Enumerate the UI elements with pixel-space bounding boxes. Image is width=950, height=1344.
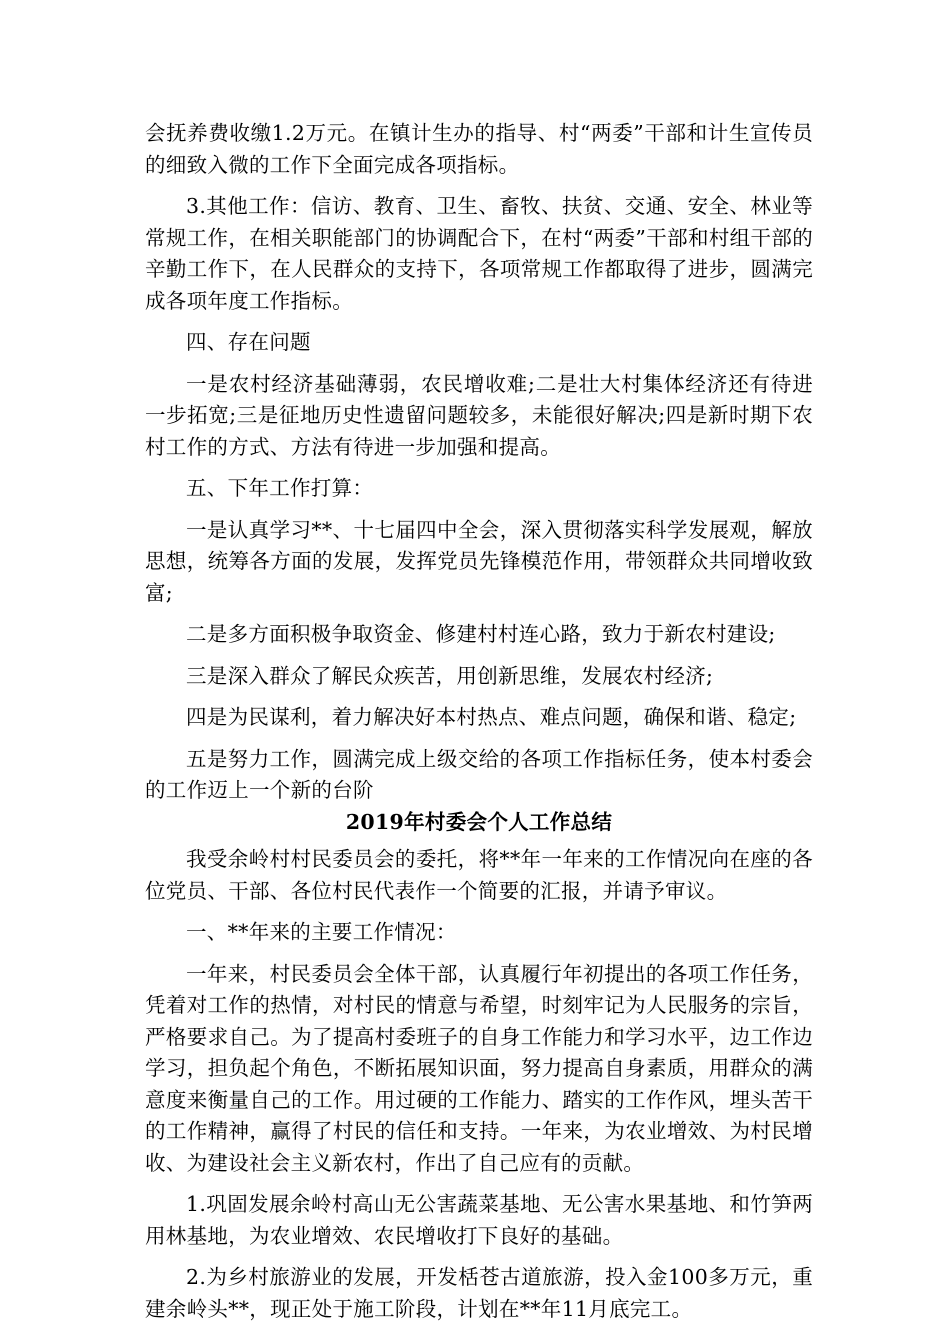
- paragraph-item-2: 2.为乡村旅游业的发展，开发栝苍古道旅游，投入金100多万元，重建余岭头**，现正处于施工阶段，计划在**年11月底完工。: [145, 1265, 813, 1321]
- paragraph-item-1: 1.巩固发展余岭村高山无公害蔬菜基地、无公害水果基地、和竹笋两用林基地，为农业增效、农民增收打下良好的基础。: [145, 1192, 813, 1248]
- section-heading-main-work: 一、**年来的主要工作情况：: [186, 920, 457, 944]
- paragraph-plan-5: 五是努力工作，圆满完成上级交给的各项工作指标任务，使本村委会的工作迈上一个新的台阶: [145, 746, 813, 802]
- paragraph-plan-2: 二是多方面积极争取资金、修建村村连心路，致力于新农村建设;: [186, 622, 776, 646]
- paragraph-plan-4: 四是为民谋利，着力解决好本村热点、难点问题，确保和谐、稳定;: [186, 705, 797, 729]
- paragraph-plan-3: 三是深入群众了解民众疾苦，用创新思维，发展农村经济;: [186, 663, 714, 688]
- document-page: [145, 118, 813, 1335]
- paragraph-problems: 一是农村经济基础薄弱，农民增收难;二是壮大村集体经济还有待进一步拓宽;三是征地历史性遗留问题较多，未能很好解决;四是新时期下农村工作的方式、方法有待进一步加强和提高。: [145, 371, 813, 459]
- paragraph-other-work: 3.其他工作：信访、教育、卫生、畜牧、扶贫、交通、安全、林业等常规工作，在相关职能部门的协调配合下，在村“两委”干部和村组干部的辛勤工作下，在人民群众的支持下，各项常规工作都取得了进步，圆满完成各项年度工作指标。: [145, 194, 813, 313]
- section-heading-plans: 五、下年工作打算：: [186, 476, 374, 500]
- paragraph-continued: 会抚养费收缴1.2万元。在镇计生办的指导、村“两委”干部和计生宣传员的细致入微的工作下全面完成各项指标。: [145, 121, 813, 177]
- paragraph-plan-1: 一是认真学习**、十七届四中全会，深入贯彻落实科学发展观，解放思想，统筹各方面的发展，发挥党员先锋模范作用，带领群众共同增收致富;: [145, 517, 813, 605]
- paragraph-year-summary: 一年来，村民委员会全体干部，认真履行年初提出的各项工作任务，凭着对工作的热情，对村民的情意与希望，时刻牢记为人民服务的宗旨，严格要求自己。为了提高村委班子的自身工作能力和学习水平，边工作边学习，担负起个角色，不断拓展知识面，努力提高自身素质，用群众的满意度来衡量自己的工作。用过硬的工作能力、踏实的工作作风，埋头苦干的工作精神，赢得了村民的信任和支持。一年来，为农业增效、为村民增收、为建设社会主义新农村，作出了自己应有的贡献。: [145, 961, 813, 1175]
- document-title: 2019年村委会个人工作总结: [345, 809, 613, 834]
- paragraph-intro: 我受余岭村村民委员会的委托，将**年一年来的工作情况向在座的各位党员、干部、各位村民代表作一个简要的汇报，并请予审议。: [145, 847, 813, 903]
- section-heading-problems: 四、存在问题: [186, 330, 311, 354]
